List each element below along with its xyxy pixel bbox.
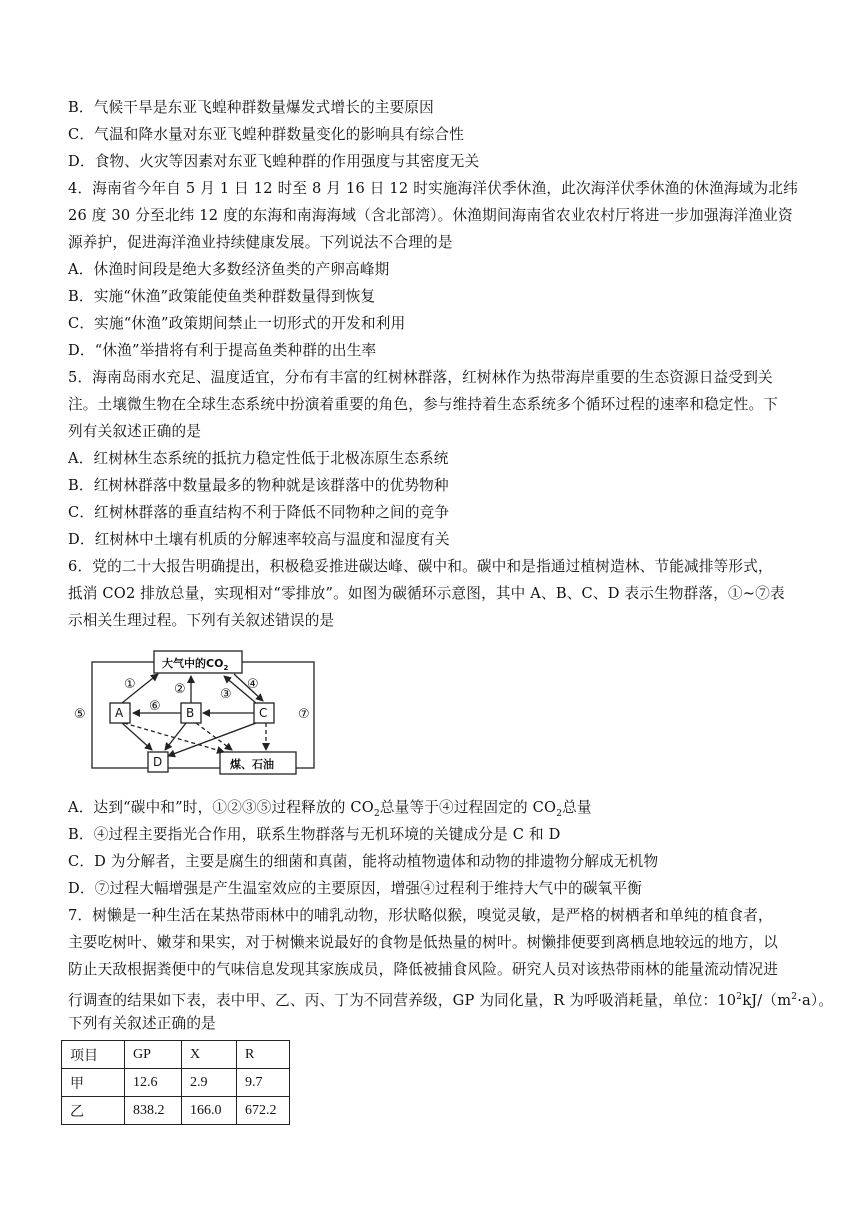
process-6: ⑥	[149, 699, 161, 714]
q3-option-d: D．食物、火灾等因素对东亚飞蝗种群的作用强度与其密度无关	[68, 153, 480, 170]
table-row	[62, 1069, 290, 1097]
fossil-label: 煤、石油	[230, 758, 274, 771]
q6-option-b: B．④过程主要指光合作用，联系生物群落与无机环境的关键成分是 C 和 D	[68, 826, 561, 843]
table-header-row	[62, 1041, 290, 1069]
q5-option-d: D．红树林中土壤有机质的分解速率较高与温度和湿度有关	[68, 531, 450, 548]
q4-stem-line-2: 26 度 30 分至北纬 12 度的东海和南海海域（含北部湾）。休渔期间海南省农业农村厅将进一步加强海洋渔业资	[68, 207, 793, 224]
table-cell: 672.2	[237, 1097, 290, 1125]
table-cell: 166.0	[182, 1097, 237, 1125]
table-header-cell: X	[182, 1041, 237, 1069]
q5-stem-line-3: 列有关叙述正确的是	[68, 423, 202, 440]
process-3: ③	[220, 687, 232, 702]
node-d-label: D	[153, 755, 163, 769]
q5-option-a: A．红树林生态系统的抵抗力稳定性低于北极冻原生态系统	[68, 450, 449, 467]
table-header-cell: GP	[125, 1041, 182, 1069]
process-5: ⑤	[74, 707, 86, 722]
carbon-cycle-diagram	[70, 648, 332, 782]
q3-option-b: B．气候干旱是东亚飞蝗种群数量爆发式增长的主要原因	[68, 99, 434, 116]
energy-flow-table	[61, 1040, 290, 1125]
q6-stem-line-3: 示相关生理过程。下列有关叙述错误的是	[68, 612, 335, 629]
table-cell: 838.2	[125, 1097, 182, 1125]
q7-stem-line-1: 7．树懒是一种生活在某热带雨林中的哺乳动物，形状略似猴，嗅觉灵敏，是严格的树栖者和单纯的植食者，	[68, 907, 773, 924]
table-cell: 12.6	[125, 1069, 182, 1097]
q5-option-b: B．红树林群落中数量最多的物种就是该群落中的优势物种	[68, 477, 449, 494]
table-row	[62, 1097, 290, 1125]
q4-option-c: C．实施“休渔”政策期间禁止一切形式的开发和利用	[68, 315, 406, 332]
q5-stem-line-2: 注。土壤微生物在全球生态系统中扮演着重要的角色，参与维持着生态系统多个循环过程的速率和稳定性。下	[68, 396, 779, 413]
q7-stem-line-4: 行调查的结果如下表，表中甲、乙、丙、丁为不同营养级，GP 为同化量，R 为呼吸消耗量，单位：$10^2kJ/(m^2\cdot a)$。	[68, 991, 834, 1009]
node-b-label: B	[186, 706, 195, 720]
q6-stem-line-2: 抵消 CO2 排放总量，实现相对“零排放”。如图为碳循环示意图，其中 A、B、C、D 表示生物群落，①~⑦表	[68, 585, 785, 602]
process-2: ②	[174, 682, 186, 697]
table-header-cell: R	[237, 1041, 290, 1069]
q5-option-c: C．红树林群落的垂直结构不利于降低不同物种之间的竞争	[68, 504, 450, 521]
q4-option-b: B．实施“休渔”政策能使鱼类种群数量得到恢复	[68, 288, 376, 305]
q6-option-d: D．⑦过程大幅增强是产生温室效应的主要原因，增强④过程利于维持大气中的碳氧平衡	[68, 880, 643, 897]
q7-stem-line-3: 防止天敌根据粪便中的气味信息发现其家族成员，降低被捕食风险。研究人员对该热带雨林的能量流动情况进	[68, 961, 779, 978]
process-7: ⑦	[298, 707, 310, 722]
q6-stem-line-1: 6．党的二十大报告明确提出，积极稳妥推进碳达峰、碳中和。碳中和是指通过植树造林、节能减排等形式，	[68, 558, 773, 575]
table-header-cell: 项目	[62, 1041, 125, 1069]
q6-option-c: C．D 为分解者，主要是腐生的细菌和真菌，能将动植物遗体和动物的排遗物分解成无机物	[68, 853, 659, 870]
q5-stem-line-1: 5．海南岛雨水充足、温度适宜，分布有丰富的红树林群落，红树林作为热带海岸重要的生态资源日益受到关	[68, 369, 773, 386]
q7-stem-line-5: 下列有关叙述正确的是	[68, 1015, 216, 1032]
table-cell: 乙	[62, 1097, 125, 1125]
table-cell: 9.7	[237, 1069, 290, 1097]
table-cell: 甲	[62, 1069, 125, 1097]
node-c-label: C	[259, 706, 268, 720]
q6-option-a: A．达到“碳中和”时，①②③⑤过程释放的 $CO_2$总量等于④过程固定的 $CO_2$总量	[68, 799, 592, 819]
q3-option-c: C．气温和降水量对东亚飞蝗种群数量变化的影响具有综合性	[68, 126, 465, 143]
process-1: ①	[124, 677, 136, 692]
node-a-label: A	[115, 706, 124, 720]
table-cell: 2.9	[182, 1069, 237, 1097]
q7-stem-line-2: 主要吃树叶、嫩芽和果实，对于树懒来说最好的食物是低热量的树叶。树懒排便要到离栖息地较远的地方，以	[68, 934, 779, 951]
q4-option-a: A．休渔时间段是绝大多数经济鱼类的产卵高峰期	[68, 261, 390, 278]
atmosphere-label: 大气中的$CO_2$	[162, 657, 229, 672]
q4-stem-line-3: 源养护，促进海洋渔业持续健康发展。下列说法不合理的是	[68, 234, 453, 251]
q4-option-d: D．“休渔”举措将有利于提高鱼类种群的出生率	[68, 342, 377, 359]
q4-stem-line-1: 4．海南省今年自 5 月 1 日 12 时至 8 月 16 日 12 时实施海洋伏季休渔，此次海洋伏季休渔的休渔海域为北纬	[68, 180, 798, 197]
process-4: ④	[247, 677, 259, 692]
